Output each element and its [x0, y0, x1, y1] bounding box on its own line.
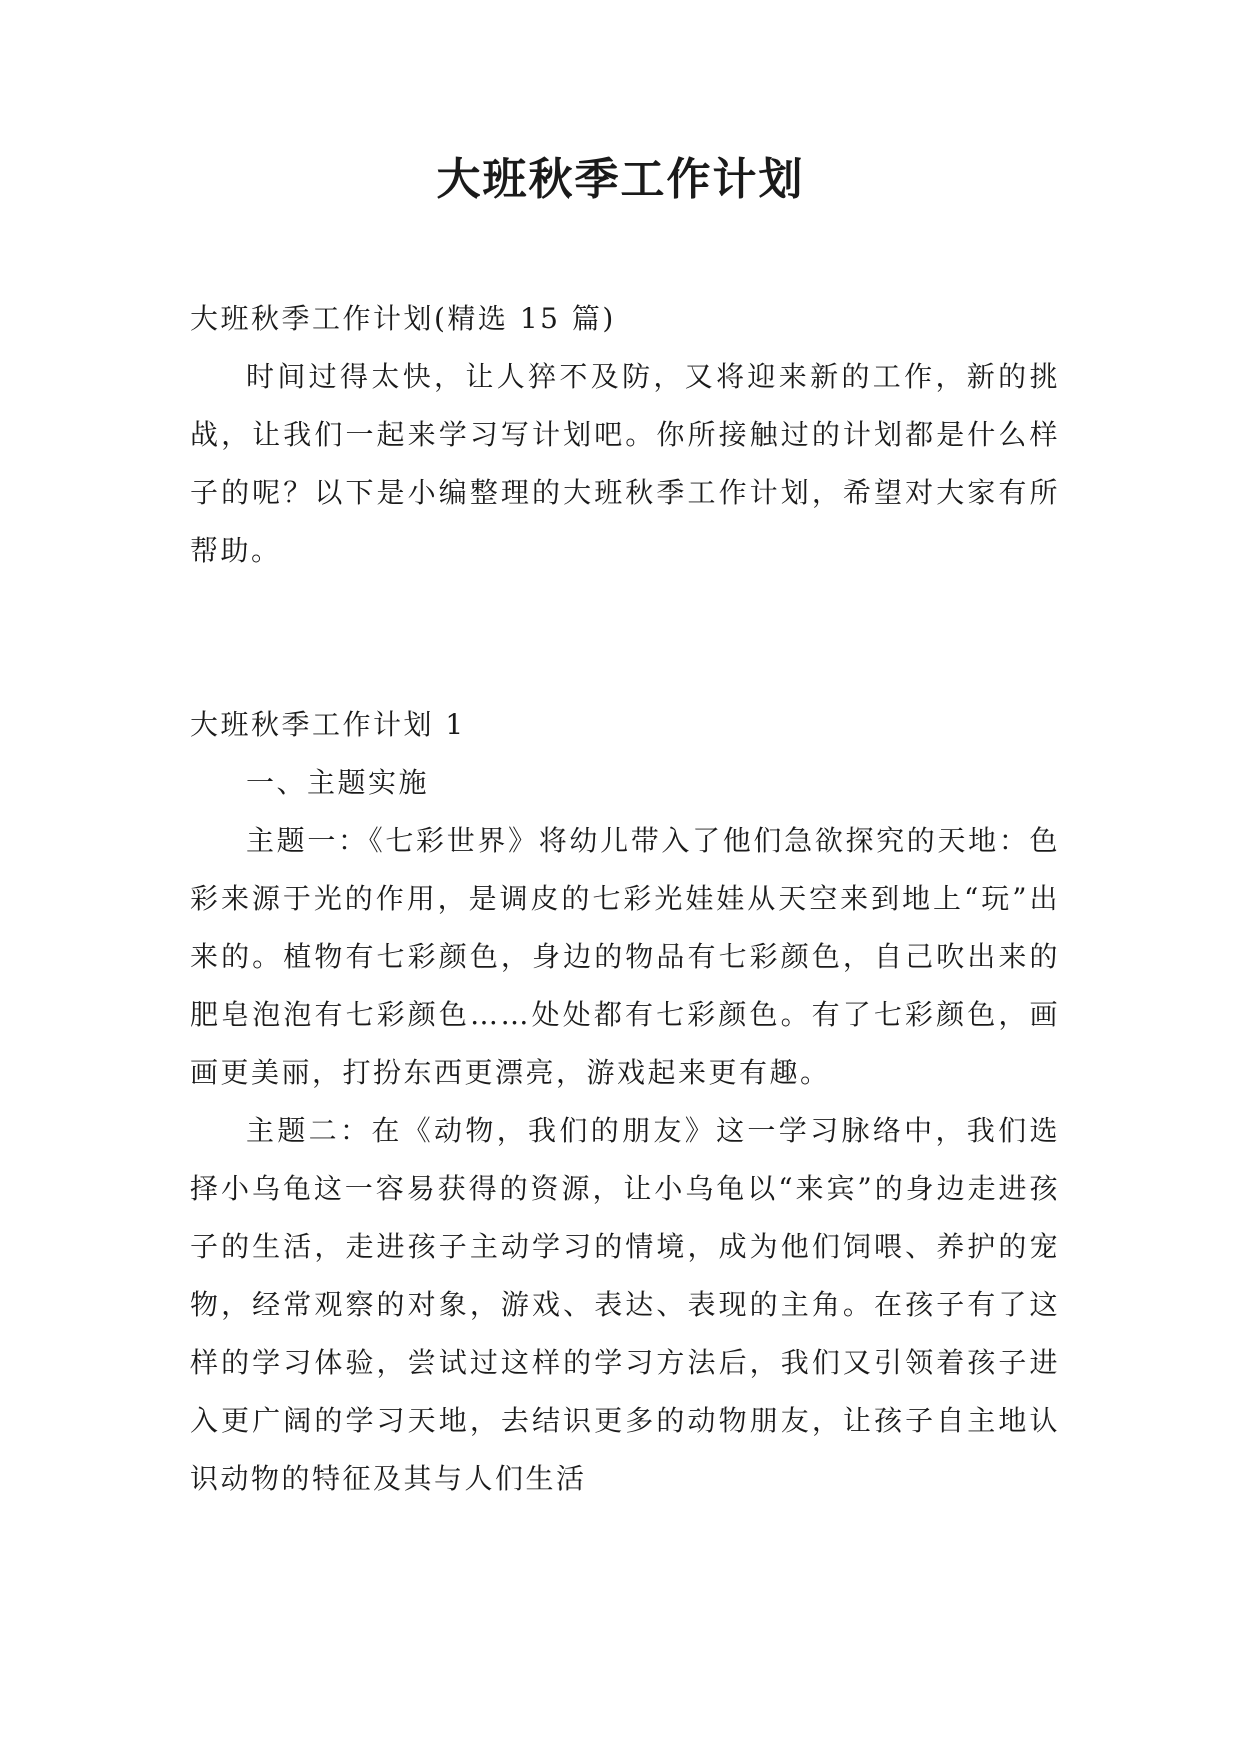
document-subtitle: 大班秋季工作计划(精选 15 篇) — [190, 302, 616, 335]
intro-paragraph: 时间过得太快，让人猝不及防，又将迎来新的工作，新的挑战，让我们一起来学习写计划吧。你所接触过的计划都是什么样子的呢？以下是小编整理的大班秋季工作计划，希望对大家有所帮助。 — [190, 360, 1060, 567]
section-heading: 大班秋季工作计划 1 — [190, 708, 466, 741]
section-subheading: 一、主题实施 — [246, 766, 430, 799]
theme-two-paragraph: 主题二：在《动物，我们的朋友》这一学习脉络中，我们选择小乌龟这一容易获得的资源，让小乌龟以“来宾”的身边走进孩子的生活，走进孩子主动学习的情境，成为他们饲喂、养护的宠物，经常观察的对象，游戏、表达、表现的主角。在孩子有了这样的学习体验，尝试过这样的学习方法后，我们又引领着孩子进入更广阔的学习天地，去结识更多的动物朋友，让孩子自主地认识动物的特征及其与人们生活 — [190, 1114, 1060, 1495]
theme-one-paragraph: 主题一：《七彩世界》将幼儿带入了他们急欲探究的天地：色彩来源于光的作用，是调皮的七彩光娃娃从天空来到地上“玩”出来的。植物有七彩颜色，身边的物品有七彩颜色，自己吹出来的肥皂泡泡有七彩颜色……处处都有七彩颜色。有了七彩颜色，画画更美丽，打扮东西更漂亮，游戏起来更有趣。 — [190, 824, 1060, 1089]
document-body — [190, 290, 1060, 1508]
section-spacer — [190, 580, 1060, 696]
document-title: 大班秋季工作计划 — [436, 154, 805, 205]
